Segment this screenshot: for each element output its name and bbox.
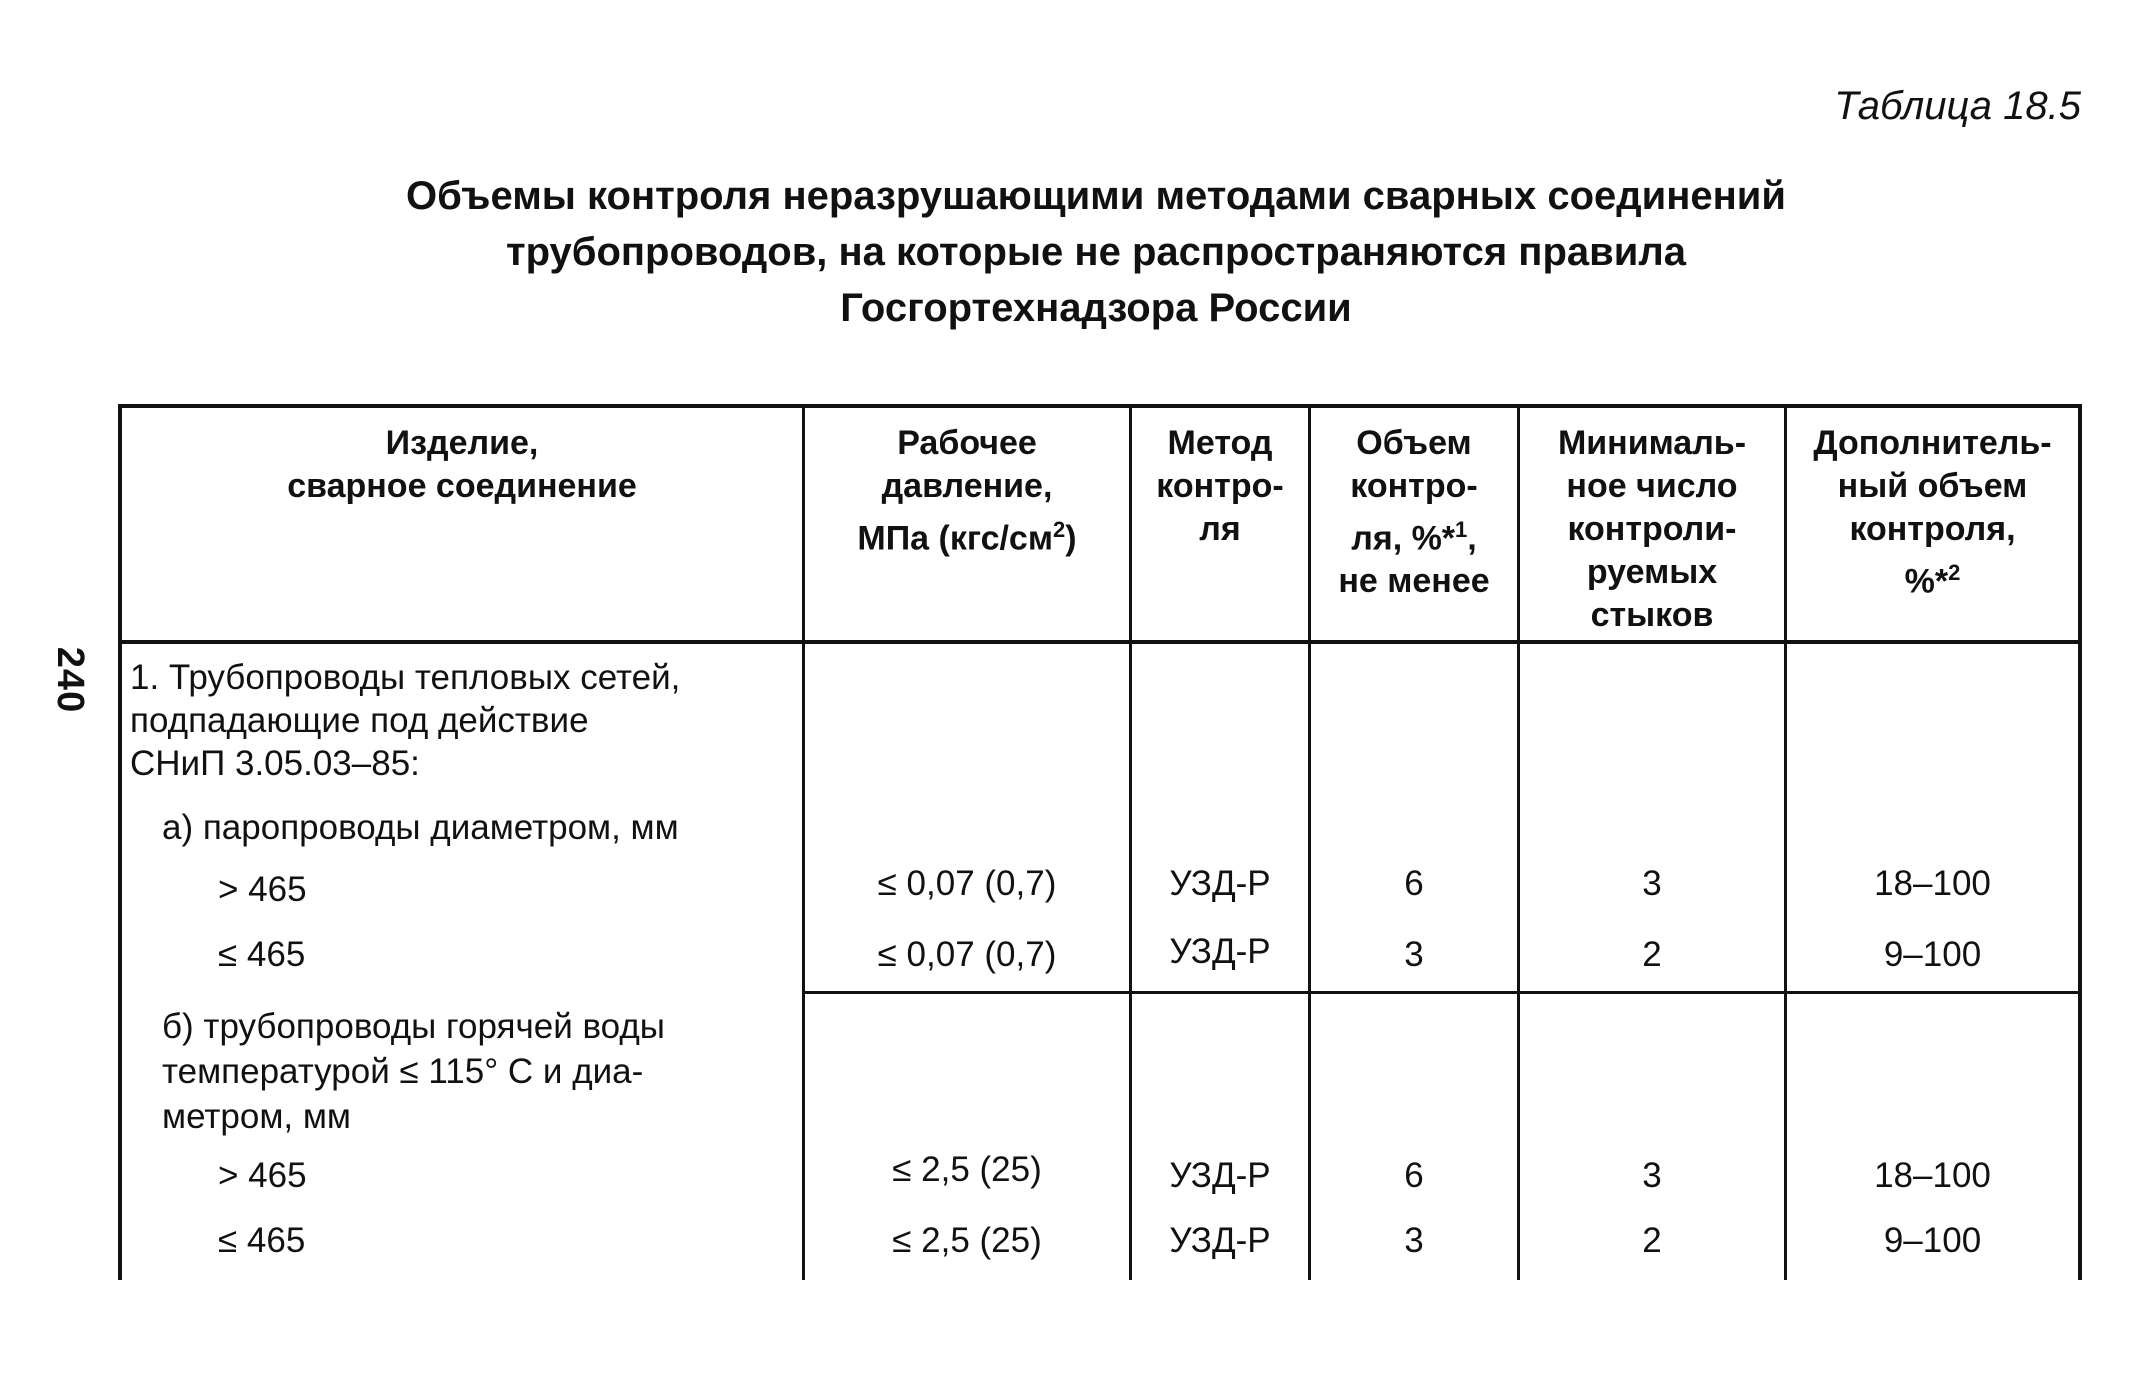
header-min-joints: Минималь- ное число контроли- руемых стыков <box>1557 424 1747 634</box>
row-a2-volume: 3 <box>1404 935 1424 974</box>
table-label: Таблица 18.5 <box>1834 84 2081 128</box>
table-left-border <box>118 404 122 1280</box>
section-1-line-1: 1. Трубопроводы тепловых сетей, <box>130 658 681 697</box>
header-additional: Дополнитель- ный объем контроля, %*$^2$ <box>1813 424 2052 601</box>
section-1-line-2: подпадающие под действие <box>130 701 589 740</box>
row-a1-volume: 6 <box>1404 864 1424 903</box>
row-b2-method: УЗД-Р <box>1169 1221 1271 1260</box>
row-a1-method: УЗД-Р <box>1169 864 1271 903</box>
row-b2-pressure: ≤ 2,5 (25) <box>892 1221 1042 1260</box>
page-number: 240 <box>49 646 92 714</box>
row-b1-volume: 6 <box>1404 1156 1424 1195</box>
row-divider <box>802 991 2082 994</box>
row-b1-min: 3 <box>1642 1156 1662 1195</box>
row-a2-pressure: ≤ 0,07 (0,7) <box>877 935 1057 974</box>
row-a1-size: > 465 <box>218 870 307 909</box>
row-b1-size: > 465 <box>218 1156 307 1195</box>
table-title <box>0 168 2147 336</box>
row-b2-extra: 9–100 <box>1883 1221 1982 1260</box>
subsection-b-line-3: метром, мм <box>162 1097 351 1136</box>
table-top-border <box>118 404 2082 408</box>
title-line-1: Объемы контроля неразрушающими методами сварных соединений <box>406 174 1786 218</box>
row-a2-extra: 9–100 <box>1883 935 1982 974</box>
row-a2-size: ≤ 465 <box>218 935 306 974</box>
header-product: Изделие, сварное соединение <box>287 424 637 505</box>
row-b2-size: ≤ 465 <box>218 1221 306 1260</box>
data-table <box>118 404 2082 1280</box>
row-b2-min: 2 <box>1642 1221 1662 1260</box>
row-b1-extra: 18–100 <box>1874 1156 1991 1195</box>
row-b1-method: УЗД-Р <box>1169 1156 1271 1195</box>
row-a2-method: УЗД-Р <box>1169 932 1271 971</box>
row-a1-extra: 18–100 <box>1874 864 1991 903</box>
title-line-3: Госгортехнадзора России <box>840 286 1352 330</box>
header-volume: Объем контро- ля, %*$^1$, не менее <box>1338 424 1490 601</box>
header-pressure: Рабочее давление, МПа $(кгс/см^2)$ <box>857 424 1077 558</box>
row-a1-pressure: ≤ 0,07 (0,7) <box>877 864 1057 903</box>
subsection-b-line-1: б) трубопроводы горячей воды <box>162 1007 665 1046</box>
row-a1-min: 3 <box>1642 864 1662 903</box>
header-method: Метод контро- ля <box>1156 424 1284 548</box>
row-b2-volume: 3 <box>1404 1221 1424 1260</box>
subsection-b-line-2: температурой ≤ 115° С и диа- <box>162 1052 644 1091</box>
row-a2-min: 2 <box>1642 935 1662 974</box>
title-line-2: трубопроводов, на которые не распространяются правила <box>506 230 1686 274</box>
section-1-line-3: СНиП 3.05.03–85: <box>130 744 420 783</box>
table-right-border <box>2078 404 2082 1280</box>
row-b1-pressure: ≤ 2,5 (25) <box>892 1150 1042 1189</box>
subsection-a-label: а) паропроводы диаметром, мм <box>162 808 679 847</box>
header-bottom-border <box>118 640 2082 644</box>
